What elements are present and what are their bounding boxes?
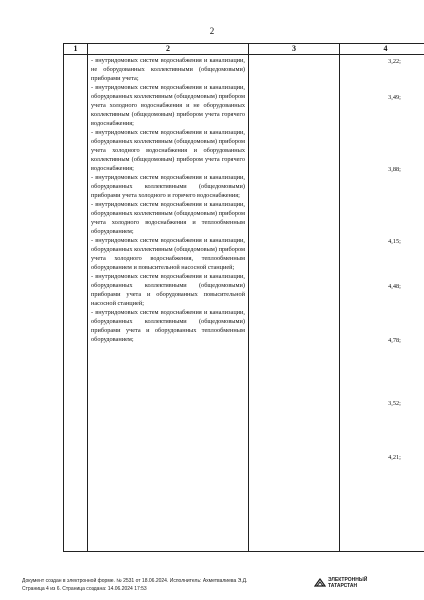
list-item: - внутридомовых систем водоснабжения и канализации, оборудованных коллективным (общедомовым) прибором учета холодного водоснабжения, теплообменным оборудованием и повысительной насосной станцией; (91, 237, 245, 271)
value-cell: 3,22; (388, 58, 401, 65)
list-item: - внутридомовых систем водоснабжения и канализации, оборудованных коллективным (общедомовым) прибором учета холодного водоснабжения и не оборудованных коллективным (общедомовым) прибором учета горячего водоснабжения; (91, 84, 245, 127)
list-item: - внутридомовых систем водоснабжения и канализации, оборудованных коллективным (общедомовым) прибором учета холодного водоснабжения и оборудованных коллективным (общедомовым) прибором учета горячего водоснабжения; (91, 129, 245, 172)
logo-line-1: ЭЛЕКТРОННЫЙ (328, 577, 368, 583)
document-footer (22, 578, 247, 593)
header-col-1: 1 (64, 44, 88, 55)
logo-line-2: ТАТАРСТАН (328, 583, 358, 589)
col-1-cell (64, 55, 88, 552)
table-body-row (64, 55, 424, 552)
header-col-3: 3 (249, 44, 340, 55)
electronic-tatarstan-logo-icon (314, 578, 326, 588)
header-col-4: 4 (340, 44, 424, 55)
list-item: - внутридомовых систем водоснабжения и канализации, не оборудованных коллективными (общедомовыми) приборами учета; (91, 57, 245, 82)
tariff-table (63, 43, 424, 552)
value-cell: 3,52; (388, 400, 401, 407)
col-3-cell (249, 55, 340, 552)
value-cell: 3,49; (388, 94, 401, 101)
page-number: 2 (209, 26, 215, 36)
footer-document-info: Документ создан в электронной форме. № 2531 от 18.06.2024. Исполнитель: Ахметвалиева Э.Д. (22, 578, 248, 584)
value-cell: 4,48; (388, 283, 401, 290)
col-2-cell (88, 55, 249, 552)
table-header-row (64, 44, 424, 55)
list-item: - внутридомовых систем водоснабжения и канализации, оборудованных коллективными (общедомовыми) приборами учета холодного и горячего водоснабжения; (91, 174, 245, 199)
electronic-tatarstan-logo (328, 577, 367, 589)
list-item: - внутридомовых систем водоснабжения и канализации, оборудованных коллективными (общедомовыми) приборами учета и оборудованных повысительной насосной станцией; (91, 273, 245, 307)
value-cell: 4,15; (388, 238, 401, 245)
footer-page-info: Страница 4 из 6. Страница создана: 14.06.2024 17:53 (22, 585, 147, 592)
list-item: - внутридомовых систем водоснабжения и канализации, оборудованных коллективными (общедомовыми) приборами учета и оборудованных теплообменным оборудованием; (91, 309, 245, 343)
header-col-2: 2 (88, 44, 249, 55)
value-cell: 3,88; (388, 166, 401, 173)
value-cell: 4,78; (388, 337, 401, 344)
value-cell: 4,21; (388, 454, 401, 461)
list-item: - внутридомовых систем водоснабжения и канализации, оборудованных коллективным (общедомовым) прибором учета холодного водоснабжения и теплообменным оборудованием; (91, 201, 245, 235)
col-4-cell (340, 55, 424, 552)
